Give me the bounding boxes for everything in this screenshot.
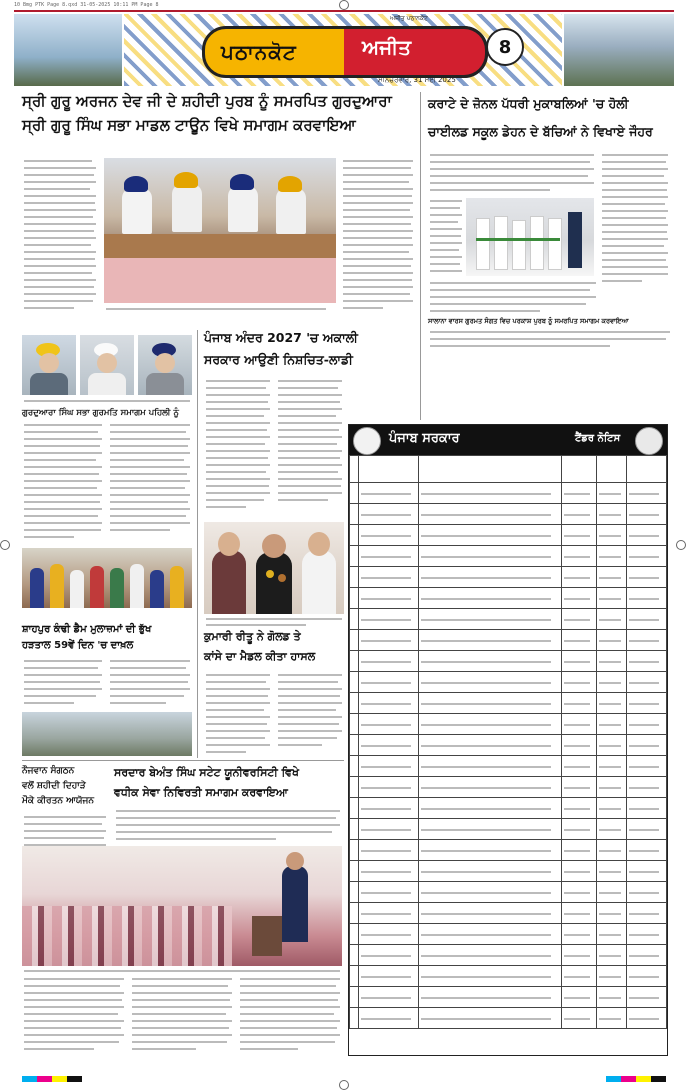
tender-row	[350, 756, 667, 777]
tender-row	[350, 588, 667, 609]
portraits-caption	[22, 398, 192, 404]
tender-row	[350, 483, 667, 504]
tender-header	[349, 425, 667, 455]
tender-row	[350, 861, 667, 882]
karate-article-text	[428, 152, 596, 196]
akali-article-col-1	[204, 378, 272, 518]
tender-row	[350, 546, 667, 567]
tender-row	[350, 945, 667, 966]
tender-row	[350, 777, 667, 798]
blood-headline-3: ਮੌਕੇ ਕੀਰਤਨ ਆਯੋਜਨ	[22, 796, 95, 806]
gurmat-photo	[22, 548, 192, 608]
lead-article-col-3	[341, 158, 415, 323]
univ-article-col-2	[130, 976, 234, 1056]
tender-row	[350, 987, 667, 1008]
strike-headline-2: ਹੜਤਾਲ 59ਵੇਂ ਦਿਨ 'ਚ ਦਾਖ਼ਲ	[22, 640, 134, 651]
karate-article-col-right	[600, 152, 670, 292]
karate-article-bottom	[428, 280, 598, 316]
strike-headline-1: ਸ਼ਾਹਪੁਰ ਕੰਢੀ ਡੈਮ ਮੁਲਾਜ਼ਮਾਂ ਦੀ ਭੁੱਖ	[22, 624, 152, 635]
smagam-headline: ਸਾਲਾਨਾ ਵਾਰਸ ਗੁਰਮਤ ਸੰਗਤ ਵਿਚ ਪਰਕਾਸ਼ ਪੁਰਬ ਨੂੰ ਸਮਰਪਿਤ ਸਮਾਗਮ ਕਰਵਾਇਆ	[428, 317, 629, 325]
univ-photo-caption	[22, 968, 342, 974]
tender-row	[350, 714, 667, 735]
medal-photo-caption	[204, 616, 344, 628]
masthead-date: ਸਨਿੱਚਰਵਾਰ, 31 ਮਈ 2025	[378, 76, 456, 84]
section-divider	[22, 760, 344, 761]
tender-row	[350, 1008, 667, 1029]
medal-headline-2: ਕਾਂਸੇ ਦਾ ਮੈਡਲ ਕੀਤਾ ਹਾਸਲ	[204, 650, 316, 663]
strike-photo	[22, 712, 192, 756]
univ-headline-1: ਸਰਦਾਰ ਬੇਅੰਤ ਸਿੰਘ ਸਟੇਟ ਯੂਨੀਵਰਸਿਟੀ ਵਿਖੇ	[114, 766, 299, 779]
masthead-brand-banner	[344, 26, 488, 78]
lead-headline-2: ਸ੍ਰੀ ਗੁਰੂ ਸਿੰਘ ਸਭਾ ਮਾਡਲ ਟਾਊਨ ਵਿਖੇ ਸਮਾਗਮ ਕਰਵਾਇਆ	[22, 116, 356, 134]
masthead-brand: ਅਜੀਤ	[362, 35, 412, 59]
medal-article-col-2	[276, 672, 344, 758]
smagam-article-text	[428, 329, 672, 351]
crop-mark-icon	[0, 540, 10, 550]
tender-row	[350, 924, 667, 945]
masthead-city: ਪਠਾਨਕੋਟ	[221, 40, 297, 64]
tender-table-header	[350, 456, 667, 483]
lead-headline-1: ਸ੍ਰੀ ਗੁਰੂ ਅਰਜਨ ਦੇਵ ਜੀ ਦੇ ਸ਼ਹੀਦੀ ਪੁਰਬ ਨੂੰ ਸਮਰਪਿਤ ਗੁਰਦੁਆਰਾ	[22, 92, 392, 110]
masthead-left-photo	[14, 14, 122, 86]
lead-photo	[104, 158, 336, 303]
lead-photo-caption	[104, 306, 336, 312]
crop-mark-icon	[676, 540, 686, 550]
punjab-emblem-icon	[353, 427, 381, 455]
karate-photo	[466, 198, 594, 276]
univ-article-top	[114, 808, 342, 844]
karate-headline-2: ਚਾਈਲਡ ਸਕੂਲ ਡੇਹਨ ਦੇ ਬੱਚਿਆਂ ਨੇ ਵਿਖਾਏ ਜੌਹਰ	[428, 124, 653, 139]
medal-article-col-1	[204, 672, 272, 758]
tender-row	[350, 630, 667, 651]
tender-row	[350, 567, 667, 588]
page-slug: 10 Bmg PTK Page 8.qxd 31-05-2025 10:11 PM Page 8	[14, 2, 159, 8]
tender-row	[350, 819, 667, 840]
color-registration-bar	[22, 1076, 82, 1082]
tender-row	[350, 609, 667, 630]
tender-row	[350, 525, 667, 546]
portrait-photo-2	[80, 335, 134, 395]
univ-headline-2: ਵਧੀਕ ਸੇਵਾ ਨਿਵਿਰਤੀ ਸਮਾਗਮ ਕਰਵਾਇਆ	[114, 786, 288, 799]
masthead	[14, 10, 674, 88]
color-registration-bar	[606, 1076, 666, 1082]
portrait-photo-1	[22, 335, 76, 395]
tender-row	[350, 735, 667, 756]
gurmat-article-col-1	[22, 422, 104, 546]
department-seal-icon	[635, 427, 663, 455]
univ-article-col-1	[22, 976, 126, 1056]
tender-government-name: ਪੰਜਾਬ ਸਰਕਾਰ	[389, 431, 460, 446]
lead-article-col-1	[22, 158, 98, 328]
blood-headline-1: ਨੌਜਵਾਨ ਸੰਗਠਨ	[22, 766, 75, 776]
akali-headline-2: ਸਰਕਾਰ ਆਉਣੀ ਨਿਸ਼ਚਿਤ-ਲਾਡੀ	[204, 352, 353, 367]
tender-notice-title: ਟੈਂਡਰ ਨੋਟਿਸ	[575, 433, 621, 444]
tender-row	[350, 798, 667, 819]
karate-article-col-left	[428, 198, 464, 278]
masthead-tagline: ਅਜੀਤ ਪਠਾਨਕੋਟ	[390, 15, 428, 22]
blood-headline-2: ਵਲੋਂ ਸ਼ਹੀਦੀ ਦਿਹਾੜੇ	[22, 781, 86, 791]
tender-row	[350, 966, 667, 987]
strike-article-col-1	[22, 658, 104, 710]
tender-row	[350, 840, 667, 861]
medal-photo	[204, 522, 344, 614]
column-divider	[197, 330, 198, 758]
tender-row	[350, 504, 667, 525]
masthead-right-photo	[564, 14, 674, 86]
univ-photo	[22, 846, 342, 966]
univ-article-col-3	[238, 976, 342, 1056]
tender-row	[350, 882, 667, 903]
gurmat-article-col-2	[108, 422, 192, 546]
tender-notice	[348, 424, 668, 1056]
tender-row	[350, 672, 667, 693]
portrait-photo-3	[138, 335, 192, 395]
karate-headline-1: ਕਰਾਟੇ ਦੇ ਜ਼ੋਨਲ ਪੱਧਰੀ ਮੁਕਾਬਲਿਆਂ 'ਚ ਹੋਲੀ	[428, 96, 629, 111]
strike-article-col-2	[108, 658, 192, 710]
gurmat-headline: ਗੁਰਦੁਆਰਾ ਸਿੰਘ ਸਭਾ ਗੁਰਮਤਿ ਸਮਾਗਮ ਪਹਿਲੀ ਨੂੰ	[22, 408, 179, 418]
crop-mark-icon	[339, 0, 349, 10]
tender-row	[350, 693, 667, 714]
akali-headline-1: ਪੰਜਾਬ ਅੰਦਰ 2027 'ਚ ਅਕਾਲੀ	[204, 330, 358, 345]
tender-table	[349, 455, 667, 1029]
page-number: 8	[486, 28, 524, 66]
medal-headline-1: ਕੁਮਾਰੀ ਰੀਤੂ ਨੇ ਗੋਲਡ ਤੇ	[204, 630, 301, 643]
akali-article-col-2	[276, 378, 344, 518]
tender-row	[350, 651, 667, 672]
tender-row	[350, 903, 667, 924]
column-divider	[420, 92, 421, 420]
